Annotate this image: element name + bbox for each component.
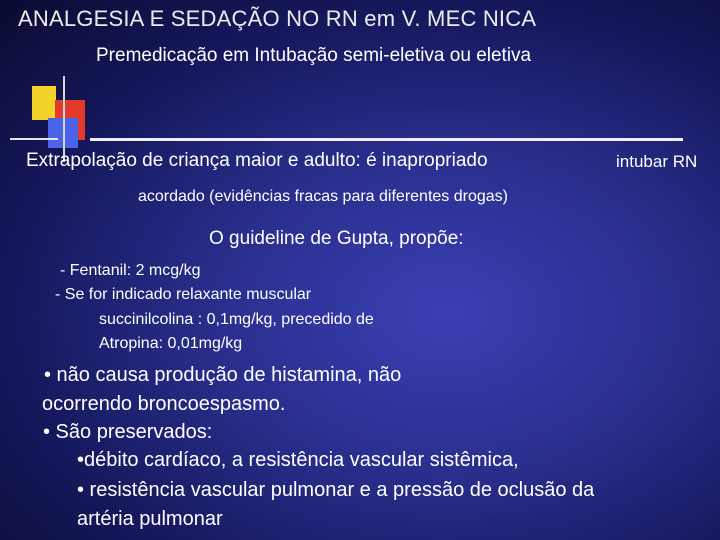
slide-subtitle: Premedicação em Intubação semi-eletiva ou eletiva (96, 45, 532, 66)
slide-title: ANALGESIA E SEDAÇÃO NO RN em V. MEC NICA (18, 6, 537, 31)
dose-item: - Se for indicado relaxante muscular (55, 286, 312, 303)
logo-yellow-square (32, 86, 56, 120)
paragraph1-line1-tail: intubar RN (616, 152, 698, 171)
note-line: •débito cardíaco, a resistência vascular sistêmica, (77, 449, 519, 471)
note-line: • resistência vascular pulmonar e a pressão de oclusão da (77, 479, 595, 501)
dose-item: Atropina: 0,01mg/kg (99, 335, 243, 352)
title-divider-rule (90, 138, 683, 141)
note-line: ocorrendo broncoespasmo. (42, 393, 286, 415)
note-line: • São preservados: (43, 421, 213, 443)
note-line: artéria pulmonar (77, 508, 223, 530)
logo-horizontal-rule (10, 138, 58, 140)
dose-item: - Fentanil: 2 mcg/kg (60, 262, 201, 279)
note-line: • não causa produção de histamina, não (44, 364, 402, 386)
paragraph1-line1: Extrapolação de criança maior e adulto: é inapropriado (26, 150, 488, 171)
paragraph1-line2: acordado (evidências fracas para diferentes drogas) (138, 188, 508, 205)
dose-item: succinilcolina : 0,1mg/kg, precedido de (99, 311, 374, 328)
paragraph2-guideline: O guideline de Gupta, propõe: (209, 228, 464, 249)
